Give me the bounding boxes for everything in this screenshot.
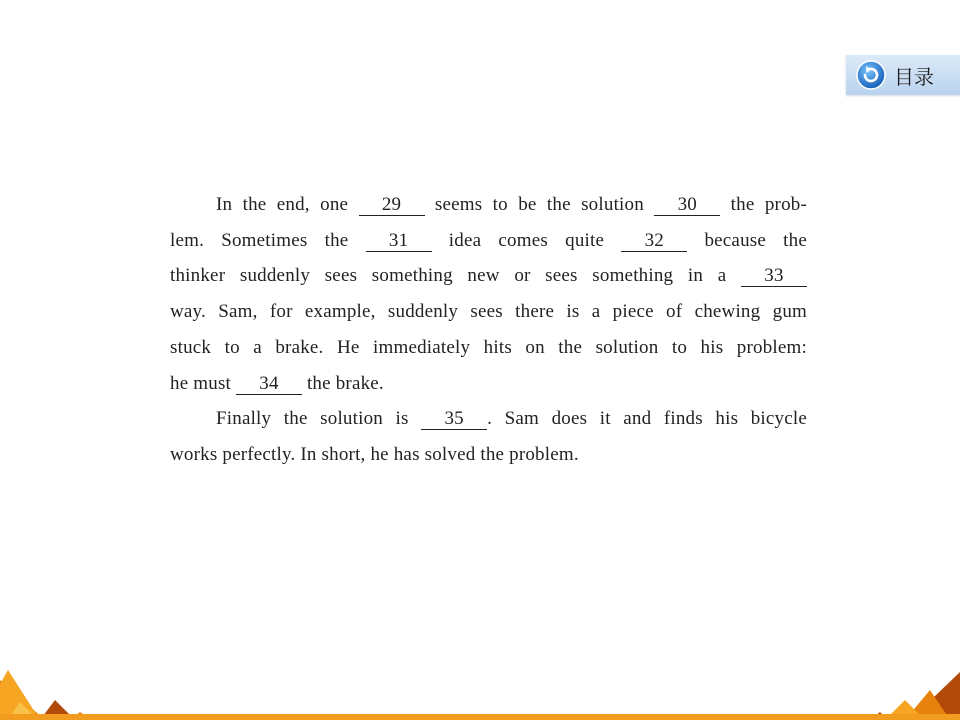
passage-line [170,366,807,402]
blank-35: 35 [421,409,487,430]
text: seems to be the solution [424,194,655,215]
blank-34: 34 [236,374,302,395]
passage-line [170,437,807,473]
passage-line [170,258,807,294]
text: . Sam does it and finds his bicycle [487,408,807,430]
text: he must [170,372,236,394]
passage-line [170,187,807,223]
refresh-icon [856,60,886,90]
text: stuck to a brake. He immediately hits on the solution to his problem: [170,336,807,358]
text: Finally the solution is [216,408,422,430]
toc-label: 目录 [894,64,934,89]
text: thinker suddenly sees something new or sees something in a [170,265,741,287]
text: lem. Sometimes the [170,229,366,251]
text: the brake. [302,372,384,394]
blank-32: 32 [621,231,687,252]
passage-line [170,223,807,259]
corner-decoration-right [870,670,960,720]
text: the prob- [720,194,807,215]
passage [170,187,807,473]
text: way. Sam, for example, suddenly sees there is a piece of chewing gum [170,301,807,323]
blank-33: 33 [741,266,807,287]
toc-button[interactable] [846,55,960,95]
blank-30: 30 [654,195,720,216]
footer-bar [0,714,960,720]
passage-line [170,401,807,437]
blank-31: 31 [366,231,432,252]
passage-line [170,330,807,366]
text: works perfectly. In short, he has solved the problem. [170,443,579,465]
blank-29: 29 [359,195,425,216]
corner-decoration-left [0,660,100,720]
passage-line [170,294,807,330]
text: idea comes quite [431,229,622,251]
text: because the [687,229,807,251]
text: In the end, one [216,194,359,215]
